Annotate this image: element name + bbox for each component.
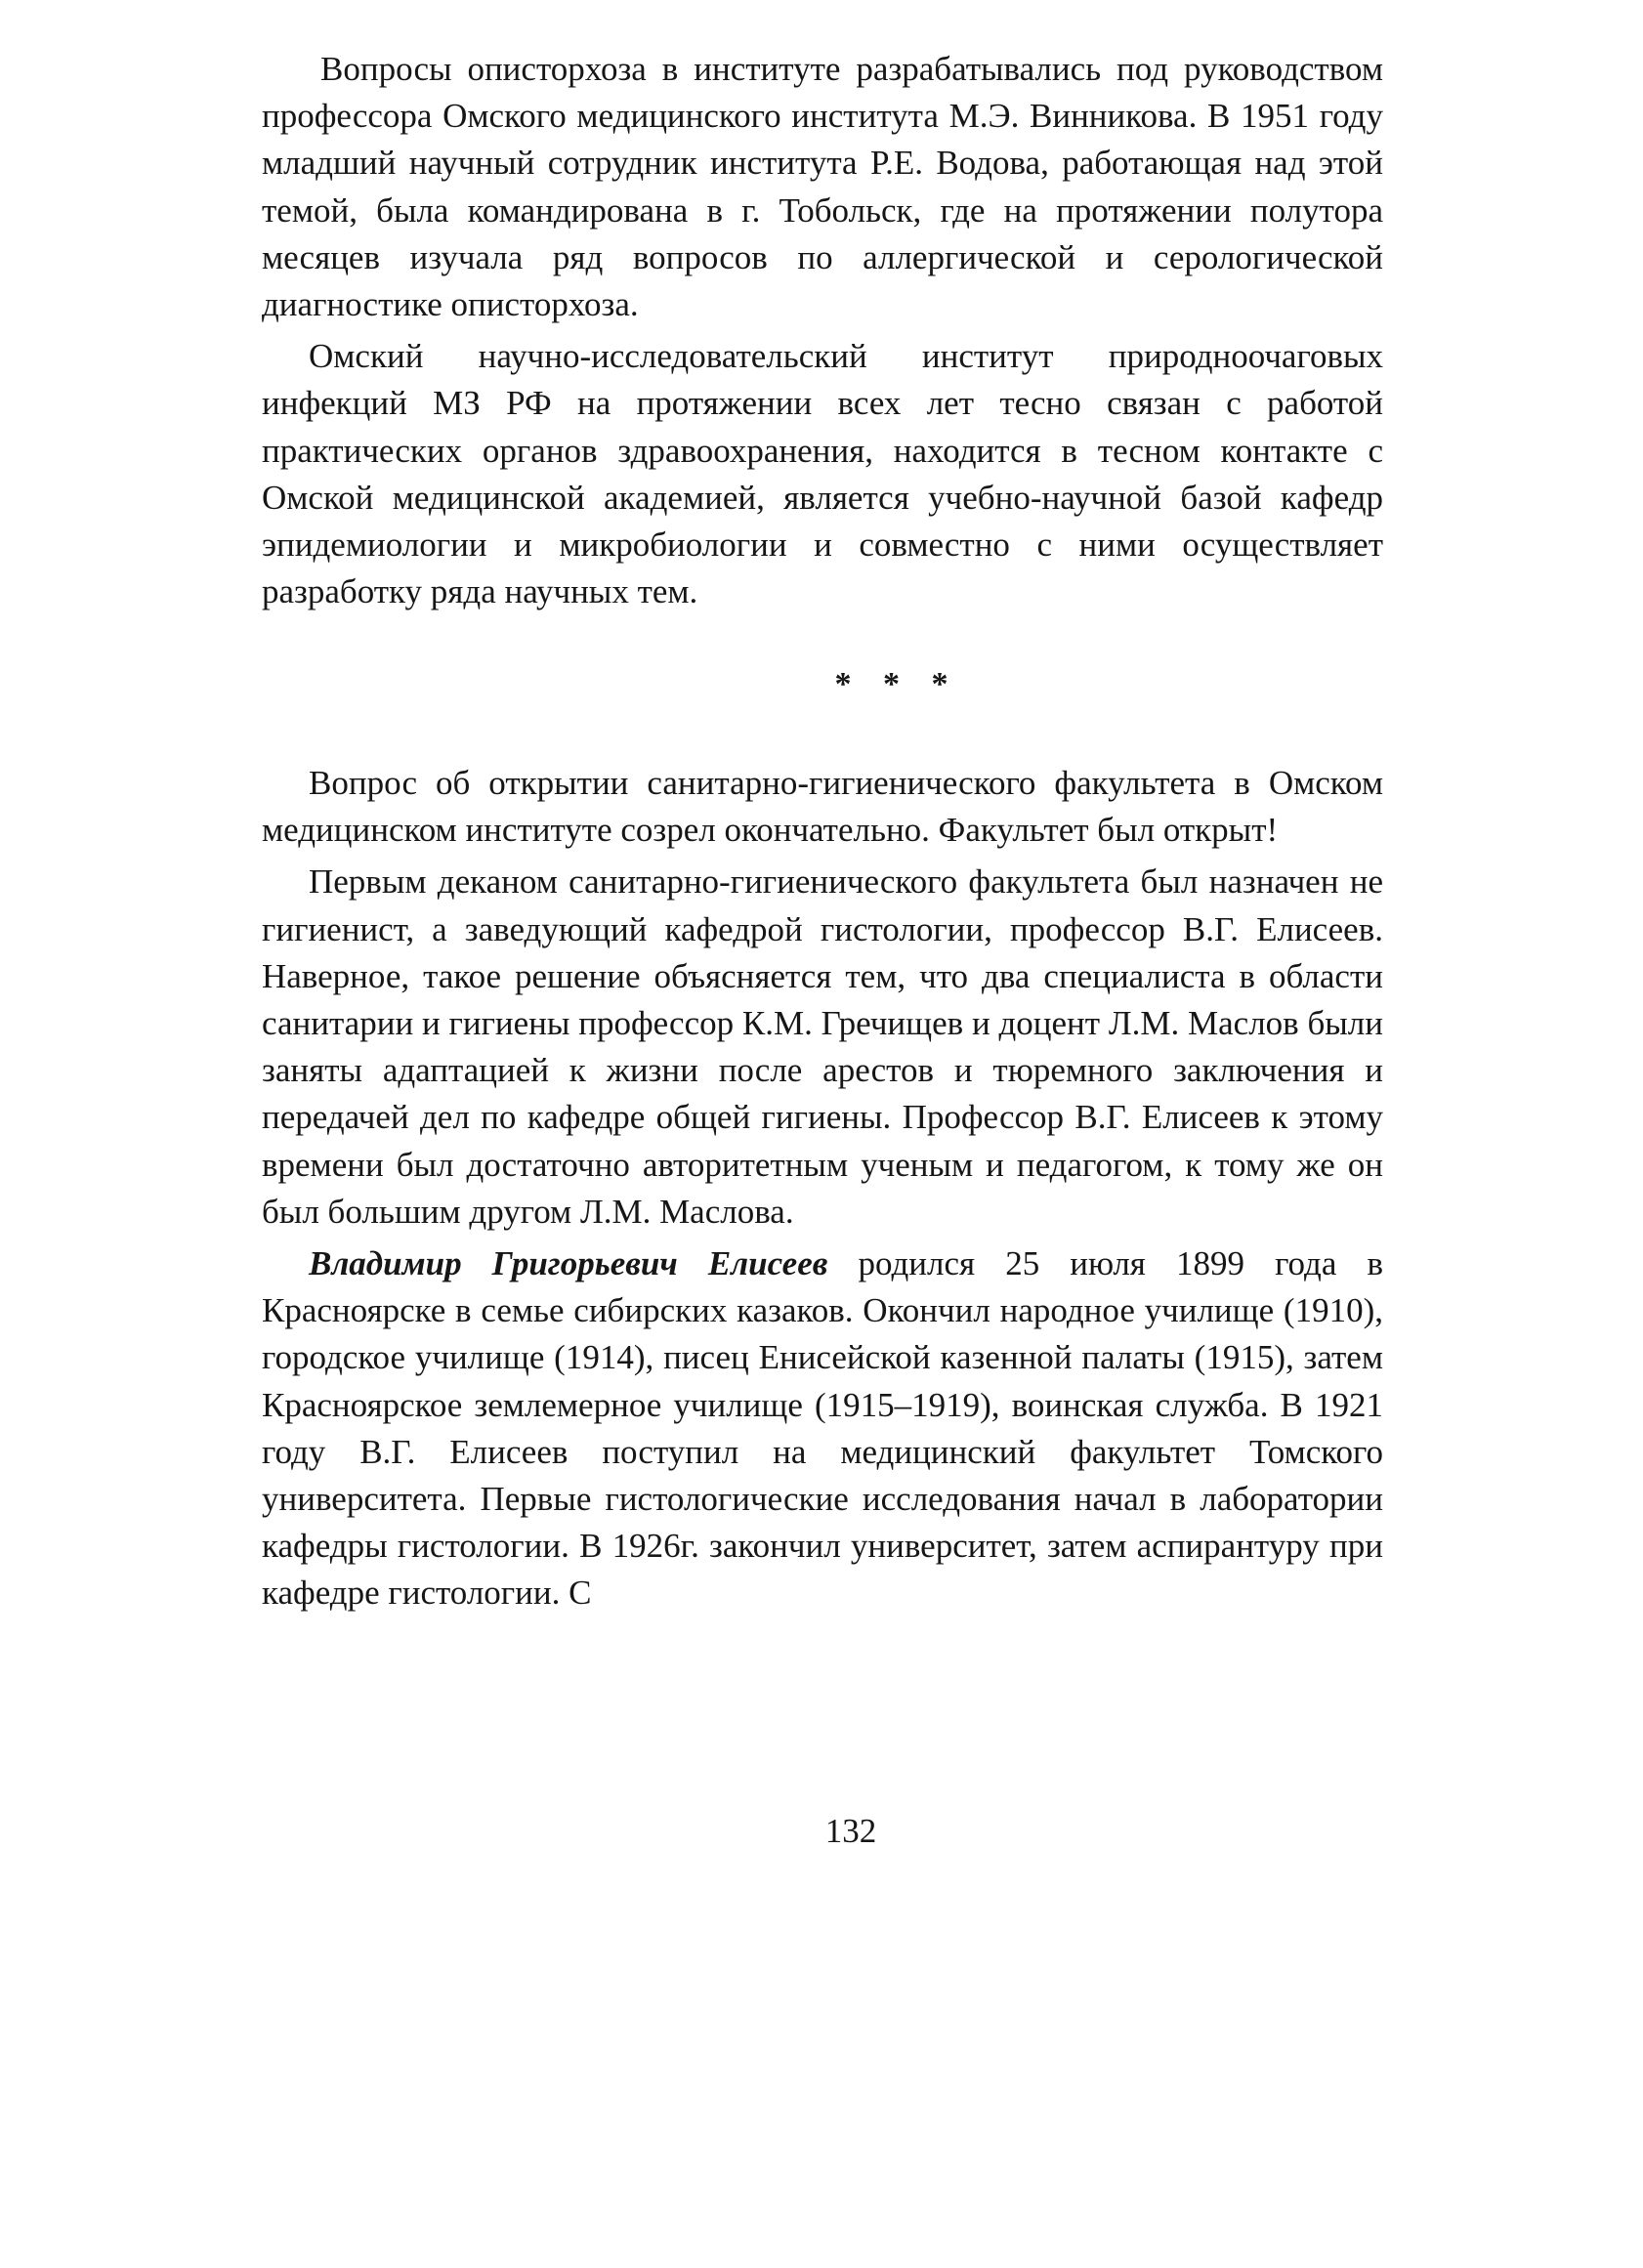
biography-text: родился 25 июля 1899 года в Красноярске в семье сибирских казаков. Окончил народное училище (1910), городское училище (1914), писец Енисейской казенной палаты (1915), затем Красноярское землемерное училище (1915–1919), воинская служба. В 1921 году В.Г. Елисеев поступил на медицинский факультет Томского университета. Первые гистологические исследования начал в лаборатории кафедры гистологии. В 1926г. закончил университет, затем аспирантуру при кафедре гистологии. С — [262, 1244, 1384, 1613]
paragraph-opisthorchiasis: Вопросы описторхоза в институте разрабатывались под руководством профессора Омского медицинского института М.Э. Винникова. В 1951 году младший научный сотрудник института Р.Е. Водова, работающая над этой темой, была командирована в г. Тобольск, где на протяжении полутора месяцев изучала ряд вопросов по аллергической и серологической диагностике описторхоза. — [262, 50, 1383, 324]
paragraph-institute: Омский научно-исследовательский институт природноочаговых инфекций МЗ РФ на протяжении всех лет тесно связан с работой практических органов здравоохранения, находится в тесном контакте с Омской медицинской академией, является учебно-научной базой кафедр эпидемиологии и микробиологии и совместно с ними осуществляет разработку ряда научных тем. — [262, 337, 1383, 611]
page-number: 132 — [824, 1812, 877, 1850]
paragraph-biography — [262, 1240, 1383, 1617]
text-section-1 — [262, 46, 1383, 615]
biography-name: Владимир Григорьевич Елисеев — [309, 1244, 828, 1283]
paragraph-faculty-opening: Вопрос об открытии санитарно-гигиенического факультета в Омском медицинском институте созрел окончательно. Факультет был открыт! — [262, 764, 1383, 850]
paragraph-first-dean: Первым деканом санитарно-гигиенического факультета был назначен не гигиенист, а заведующий кафедрой гистологии, профессор В.Г. Елисеев. Наверное, такое решение объясняется тем, что два специалиста в области санитарии и гигиены профессор К.М. Гречищев и доцент Л.М. Маслов были заняты адаптацией к жизни после арестов и тюремного заключения и передачей дел по кафедре общей гигиены. Профессор В.Г. Елисеев к этому времени был достаточно авторитетным ученым и педагогом, к тому же он был большим другом Л.М. Маслова. — [262, 862, 1383, 1231]
text-section-2 — [262, 760, 1383, 1617]
section-separator: * * * — [834, 666, 960, 702]
